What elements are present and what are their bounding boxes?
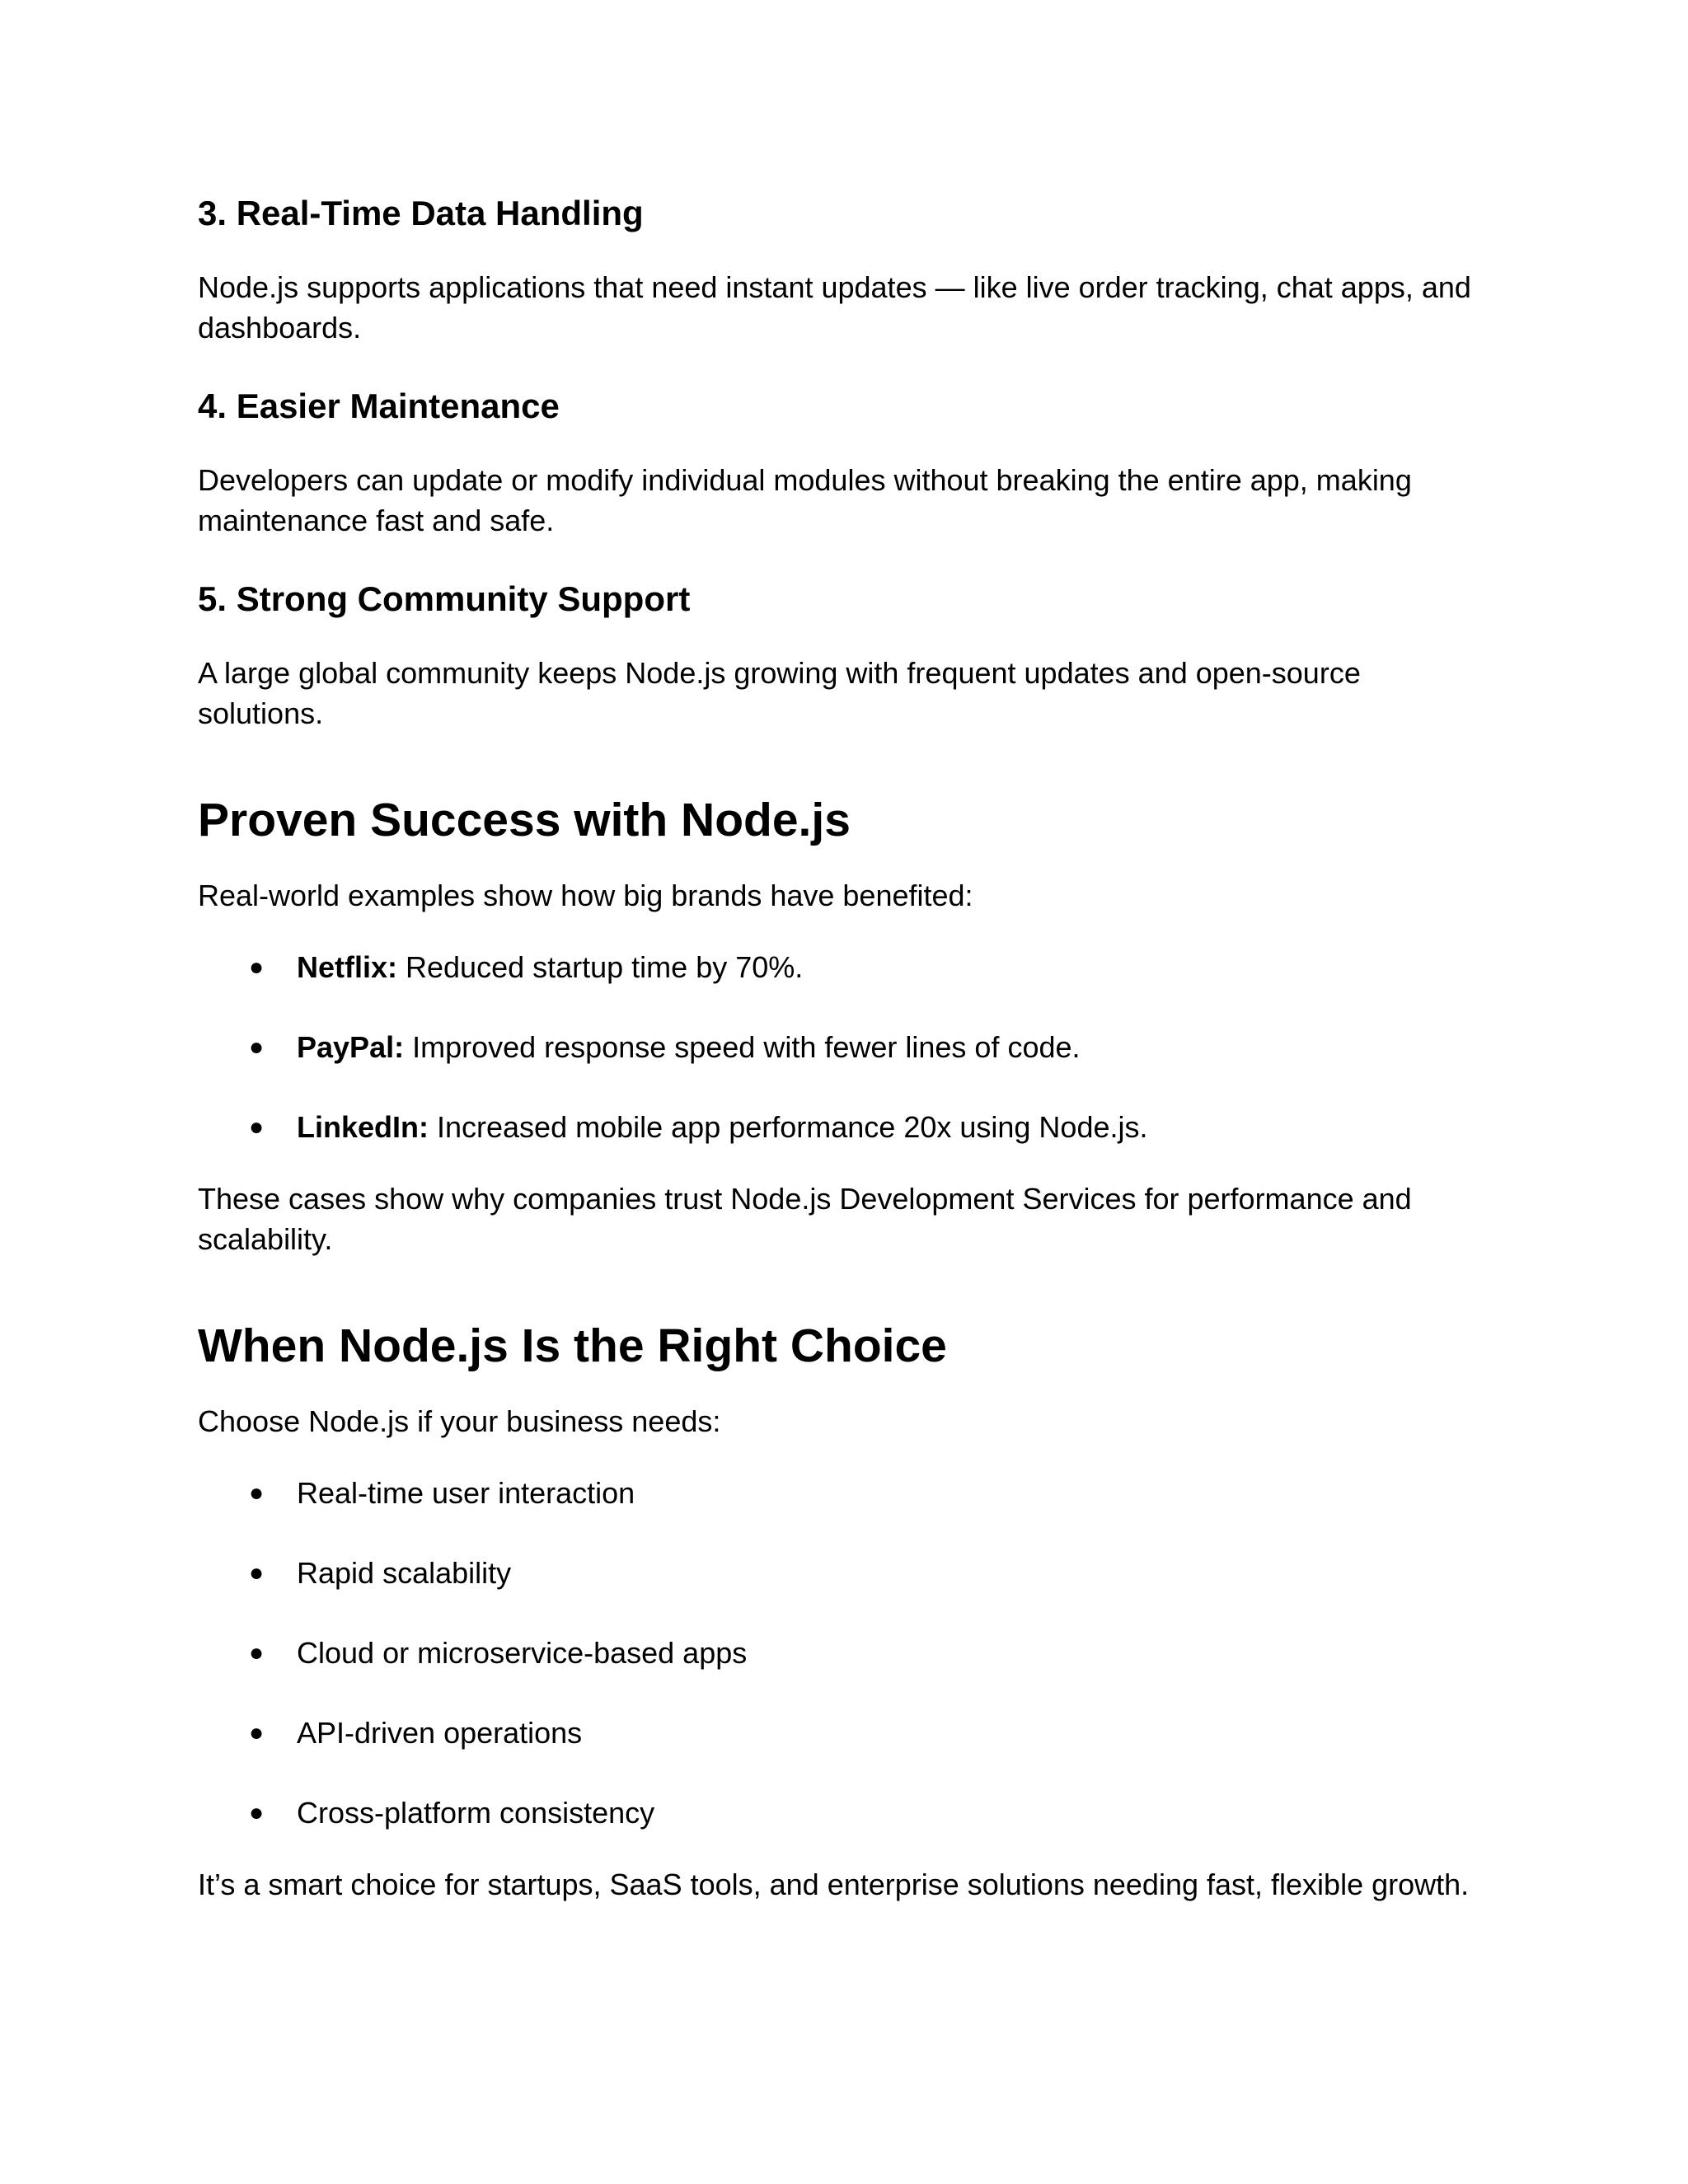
paragraph-easier-maintenance: Developers can update or modify individual modules without breaking the entire app, making maintenance fast and safe. bbox=[198, 463, 1412, 537]
heading-real-time-data: 3. Real-Time Data Handling bbox=[198, 194, 644, 232]
bullet-icon: ● bbox=[249, 1719, 265, 1746]
list-item-text: Cloud or microservice-based apps bbox=[297, 1636, 748, 1670]
list-item-linkedin bbox=[198, 1107, 1492, 1147]
paragraph-proven-intro: Real-world examples show how big brands have benefited: bbox=[198, 879, 973, 912]
list-item-text: Real-time user interaction bbox=[297, 1476, 635, 1510]
paragraph-choice-outro: It’s a smart choice for startups, SaaS tools, and enterprise solutions needing fast, flexible growth. bbox=[198, 1868, 1470, 1901]
paragraph-real-time-data: Node.js supports applications that need instant updates — like live order tracking, chat apps, and dashboards. bbox=[198, 270, 1471, 344]
bullet-icon: ● bbox=[249, 1479, 265, 1507]
heading-proven-success: Proven Success with Node.js bbox=[198, 794, 851, 846]
heading-right-choice: When Node.js Is the Right Choice bbox=[198, 1319, 947, 1372]
heading-community-support: 5. Strong Community Support bbox=[198, 579, 691, 618]
list-item-netflix bbox=[198, 947, 1492, 987]
brand-examples-list bbox=[198, 947, 1492, 1147]
heading-easier-maintenance: 4. Easier Maintenance bbox=[198, 387, 560, 425]
list-item bbox=[198, 1553, 1492, 1593]
list-item-text: Cross-platform consistency bbox=[297, 1796, 655, 1830]
list-item bbox=[198, 1793, 1492, 1833]
bullet-icon: ● bbox=[249, 1559, 265, 1586]
brand-detail: Reduced startup time by 70%. bbox=[397, 950, 804, 984]
brand-label: LinkedIn: bbox=[297, 1110, 429, 1144]
paragraph-proven-outro: These cases show why companies trust Node.js Development Services for performance and scalability. bbox=[198, 1182, 1412, 1256]
brand-label: Netflix: bbox=[297, 950, 398, 984]
document-page bbox=[198, 191, 1492, 1941]
list-item-text: Rapid scalability bbox=[297, 1556, 512, 1590]
list-item bbox=[198, 1633, 1492, 1673]
list-item-paypal bbox=[198, 1027, 1492, 1067]
bullet-icon: ● bbox=[249, 1799, 265, 1826]
brand-detail: Increased mobile app performance 20x using Node.js. bbox=[429, 1110, 1148, 1144]
bullet-icon: ● bbox=[249, 1113, 265, 1141]
list-item-text: API-driven operations bbox=[297, 1716, 583, 1750]
brand-label: PayPal: bbox=[297, 1030, 405, 1064]
list-item bbox=[198, 1473, 1492, 1513]
paragraph-community-support: A large global community keeps Node.js growing with frequent updates and open-source solutions. bbox=[198, 656, 1361, 730]
list-item bbox=[198, 1713, 1492, 1753]
bullet-icon: ● bbox=[249, 1639, 265, 1666]
bullet-icon: ● bbox=[249, 954, 265, 981]
bullet-icon: ● bbox=[249, 1033, 265, 1061]
brand-detail: Improved response speed with fewer lines of code. bbox=[404, 1030, 1081, 1064]
business-needs-list bbox=[198, 1473, 1492, 1833]
paragraph-choice-intro: Choose Node.js if your business needs: bbox=[198, 1404, 721, 1438]
